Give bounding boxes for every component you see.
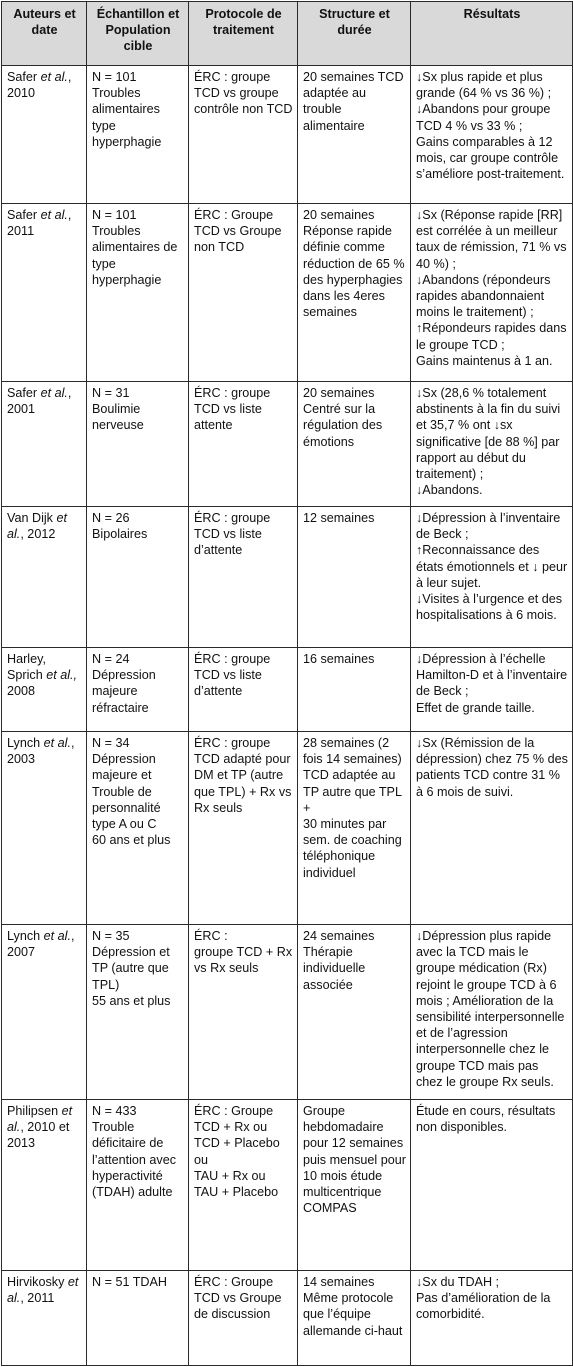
results-line: ↓Sx (28,6 % totalement abstinents à la fin du suivi et 35,7 % ont ↓sx significative [de 88 %] par rapport au début du traitement) ; bbox=[416, 386, 561, 482]
cell-protocol bbox=[189, 204, 298, 382]
author-text: , 2010 et 2013 bbox=[7, 1120, 70, 1151]
table-row bbox=[2, 507, 573, 648]
protocol-line: ÉRC : Groupe TCD vs Groupe de discussion bbox=[194, 1275, 282, 1322]
author-text: , 2003 bbox=[7, 736, 75, 767]
cell-sample bbox=[87, 204, 189, 382]
cell-results bbox=[411, 507, 573, 648]
cell-author bbox=[2, 1100, 87, 1271]
header-protocol: Protocole de traitement bbox=[189, 2, 298, 66]
cell-sample bbox=[87, 1100, 189, 1271]
cell-results bbox=[411, 1100, 573, 1271]
results-line: ↓Dépression plus rapide avec la TCD mais le groupe médication (Rx) rejoint le groupe TCD à 6 mois ; Amélioration de la sensibilité interpersonnelle et de l’agression interpersonnelle chez le groupe TCD mais pas chez le groupe Rx seuls. bbox=[416, 929, 565, 1089]
cell-results bbox=[411, 382, 573, 507]
cell-structure bbox=[298, 66, 411, 204]
results-line: ↓Abandons. bbox=[416, 483, 483, 498]
cell-sample bbox=[87, 66, 189, 204]
results-line: Pas d’amélioration de la comorbidité. bbox=[416, 1291, 551, 1322]
sample-line: Dépression majeure et Trouble de personnalité type A ou C bbox=[92, 752, 161, 832]
cell-protocol bbox=[189, 1271, 298, 1366]
protocol-line: ÉRC : groupe TCD adapté pour DM et TP (autre que TPL) + Rx vs Rx seuls bbox=[194, 736, 292, 815]
cell-results bbox=[411, 925, 573, 1100]
dbt-studies-table bbox=[1, 1, 573, 1366]
cell-author bbox=[2, 1271, 87, 1366]
author-text: Safer bbox=[7, 386, 41, 400]
author-text: , 2010 bbox=[7, 70, 72, 101]
author-text: , 2011 bbox=[7, 208, 72, 239]
cell-sample bbox=[87, 382, 189, 507]
protocol-line: groupe TCD + Rx vs Rx seuls bbox=[194, 945, 293, 976]
cell-protocol bbox=[189, 1100, 298, 1271]
sample-line: Troubles alimentaires de type hyperphagie bbox=[92, 224, 178, 287]
cell-results bbox=[411, 204, 573, 382]
author-text: et al., bbox=[46, 668, 78, 683]
table-row bbox=[2, 204, 573, 382]
cell-sample bbox=[87, 507, 189, 648]
structure-line: 30 minutes par sem. de coaching téléphonique individuel bbox=[303, 817, 402, 880]
sample-line: N = 101 bbox=[92, 70, 137, 84]
author-text: Lynch bbox=[7, 736, 44, 750]
protocol-line: ÉRC : Groupe TCD + Rx ou TCD + Placebo ou bbox=[194, 1104, 280, 1167]
sample-line: Bipolaires bbox=[92, 527, 148, 542]
author-text: et al. bbox=[40, 208, 68, 222]
author-text: Hirvikosky bbox=[7, 1275, 68, 1289]
table-row bbox=[2, 66, 573, 204]
sample-line: N = 31 bbox=[92, 386, 130, 400]
sample-line: 60 ans et plus bbox=[92, 833, 171, 848]
cell-sample bbox=[87, 925, 189, 1100]
cell-protocol bbox=[189, 382, 298, 507]
author-text: et al. bbox=[40, 386, 68, 400]
results-line: ↓Abandons (répondeurs rapides abandonnaient moins le traitement) ; bbox=[416, 272, 551, 320]
cell-structure bbox=[298, 925, 411, 1100]
cell-structure bbox=[298, 732, 411, 925]
cell-structure bbox=[298, 382, 411, 507]
cell-protocol bbox=[189, 925, 298, 1100]
header-sample: Échantillon et Population cible bbox=[87, 2, 189, 66]
cell-results bbox=[411, 66, 573, 204]
protocol-line: ÉRC : bbox=[194, 929, 228, 943]
results-line: ↓Dépression à l’inventaire de Beck ; bbox=[416, 511, 561, 542]
author-text: , 2011 bbox=[20, 1291, 55, 1306]
protocol-line: TAU + Rx ou TAU + Placebo bbox=[194, 1168, 279, 1200]
structure-line: 20 semaines Réponse rapide définie comme réduction de 65 % des hyperphagies dans les 4eres semaines bbox=[303, 208, 405, 320]
header-results: Résultats bbox=[411, 2, 573, 66]
sample-line: Boulimie nerveuse bbox=[92, 402, 144, 433]
structure-line: 20 semaines TCD adaptée au trouble alimentaire bbox=[303, 70, 404, 133]
structure-line: 14 semaines Même protocole que l’équipe allemande ci-haut bbox=[303, 1275, 403, 1338]
results-line: ↓Dépression à l’échelle Hamilton-D et à l’inventaire de Beck ; bbox=[416, 652, 568, 699]
header-authors: Auteurs et date bbox=[2, 2, 87, 66]
cell-protocol bbox=[189, 507, 298, 648]
results-line: Étude en cours, résultats non disponibles. bbox=[416, 1104, 556, 1135]
sample-line: Troubles alimentaires type hyperphagie bbox=[92, 86, 162, 149]
author-text: Philipsen bbox=[7, 1104, 62, 1118]
cell-sample bbox=[87, 648, 189, 732]
sample-line: N = 433 bbox=[92, 1104, 137, 1118]
cell-author bbox=[2, 66, 87, 204]
cell-protocol bbox=[189, 648, 298, 732]
author-text: Van Dijk bbox=[7, 511, 57, 525]
table-row bbox=[2, 1100, 573, 1271]
author-text: et al. bbox=[40, 70, 68, 84]
structure-line: 20 semaines Centré sur la régulation des émotions bbox=[303, 386, 383, 449]
author-text: Lynch bbox=[7, 929, 44, 943]
sample-line: Trouble déficitaire de l’attention avec hyperactivité (TDAH) adulte bbox=[92, 1120, 177, 1200]
header-structure: Structure et durée bbox=[298, 2, 411, 66]
protocol-line: ÉRC : groupe TCD vs liste attente bbox=[194, 386, 271, 433]
sample-line: N = 26 bbox=[92, 511, 130, 525]
author-text: 2008 bbox=[7, 684, 36, 699]
sample-line: N = 24 bbox=[92, 652, 130, 666]
cell-results bbox=[411, 648, 573, 732]
results-line: ↑Reconnaissance des états émotionnels et ↓ peur à leur sujet. bbox=[416, 543, 568, 590]
results-line: Effet de grande taille. bbox=[416, 700, 535, 715]
protocol-line: ÉRC : groupe TCD vs liste d’attente bbox=[194, 652, 271, 699]
sample-line: N = 35 bbox=[92, 929, 130, 943]
cell-author bbox=[2, 732, 87, 925]
author-text: et al. bbox=[7, 511, 67, 542]
structure-line: 12 semaines bbox=[303, 511, 375, 525]
table-row bbox=[2, 732, 573, 925]
author-text: Harley, Sprich bbox=[7, 652, 47, 683]
cell-author bbox=[2, 204, 87, 382]
cell-results bbox=[411, 1271, 573, 1366]
sample-line: Dépression majeure réfractaire bbox=[92, 668, 156, 715]
cell-author bbox=[2, 925, 87, 1100]
cell-structure bbox=[298, 507, 411, 648]
cell-protocol bbox=[189, 732, 298, 925]
table-row bbox=[2, 382, 573, 507]
author-text: et al. bbox=[7, 1104, 73, 1135]
author-text: et al. bbox=[7, 1275, 79, 1306]
cell-sample bbox=[87, 1271, 189, 1366]
structure-line: Groupe hebdomadaire pour 12 semaines puis mensuel pour 10 mois étude multicentrique COMPAS bbox=[303, 1104, 406, 1216]
cell-results bbox=[411, 732, 573, 925]
sample-line: N = 101 bbox=[92, 208, 137, 222]
structure-line: 24 semaines Thérapie individuelle associée bbox=[303, 929, 375, 992]
author-text: Safer bbox=[7, 208, 41, 222]
results-line: ↓Sx du TDAH ; bbox=[416, 1275, 500, 1289]
table-body bbox=[2, 66, 573, 1366]
author-text: Safer bbox=[7, 70, 41, 84]
results-line: ↓Abandons pour groupe TCD 4 % vs 33 % ; bbox=[416, 102, 551, 133]
table-row bbox=[2, 925, 573, 1100]
results-line: Gains maintenus à 1 an. bbox=[416, 353, 553, 368]
structure-line: 28 semaines (2 fois 14 semaines) TCD adaptée au TP autre que TPL + bbox=[303, 736, 402, 815]
cell-structure bbox=[298, 1271, 411, 1366]
author-text: , 2012 bbox=[20, 527, 56, 542]
cell-author bbox=[2, 507, 87, 648]
author-text: , 2001 bbox=[7, 386, 72, 417]
results-line: ↓Visites à l’urgence et des hospitalisations à 6 mois. bbox=[416, 592, 563, 623]
cell-author bbox=[2, 382, 87, 507]
header-row bbox=[2, 2, 573, 66]
cell-sample bbox=[87, 732, 189, 925]
results-line: ↓Sx plus rapide et plus grande (64 % vs 36 %) ; bbox=[416, 70, 552, 101]
results-line: ↑Répondeurs rapides dans le groupe TCD ; bbox=[416, 321, 567, 352]
results-line: ↓Sx (Rémission de la dépression) chez 75 % des patients TCD contre 31 % à 6 mois de suivi. bbox=[416, 736, 568, 799]
protocol-line: ÉRC : groupe TCD vs groupe contrôle non TCD bbox=[194, 70, 293, 117]
protocol-line: ÉRC : Groupe TCD vs Groupe non TCD bbox=[194, 208, 282, 255]
cell-structure bbox=[298, 1100, 411, 1271]
author-text: et al. bbox=[43, 736, 71, 750]
author-text: et al. bbox=[43, 929, 71, 943]
author-text: , 2007 bbox=[7, 929, 75, 960]
cell-structure bbox=[298, 648, 411, 732]
table-row bbox=[2, 648, 573, 732]
cell-protocol bbox=[189, 66, 298, 204]
cell-structure bbox=[298, 204, 411, 382]
table-row bbox=[2, 1271, 573, 1366]
structure-line: 16 semaines bbox=[303, 652, 375, 666]
sample-line: N = 34 bbox=[92, 736, 130, 750]
cell-author bbox=[2, 648, 87, 732]
sample-line: 55 ans et plus bbox=[92, 993, 171, 1008]
results-line: Gains comparables à 12 mois, car groupe contrôle s’améliore post-traitement. bbox=[416, 134, 565, 182]
sample-line: Dépression et TP (autre que TPL) bbox=[92, 945, 170, 992]
protocol-line: ÉRC : groupe TCD vs liste d’attente bbox=[194, 511, 271, 558]
results-line: ↓Sx (Réponse rapide [RR] est corrélée à un meilleur taux de rémission, 71 % vs 40 %) ; bbox=[416, 208, 567, 271]
sample-line: N = 51 TDAH bbox=[92, 1275, 168, 1289]
